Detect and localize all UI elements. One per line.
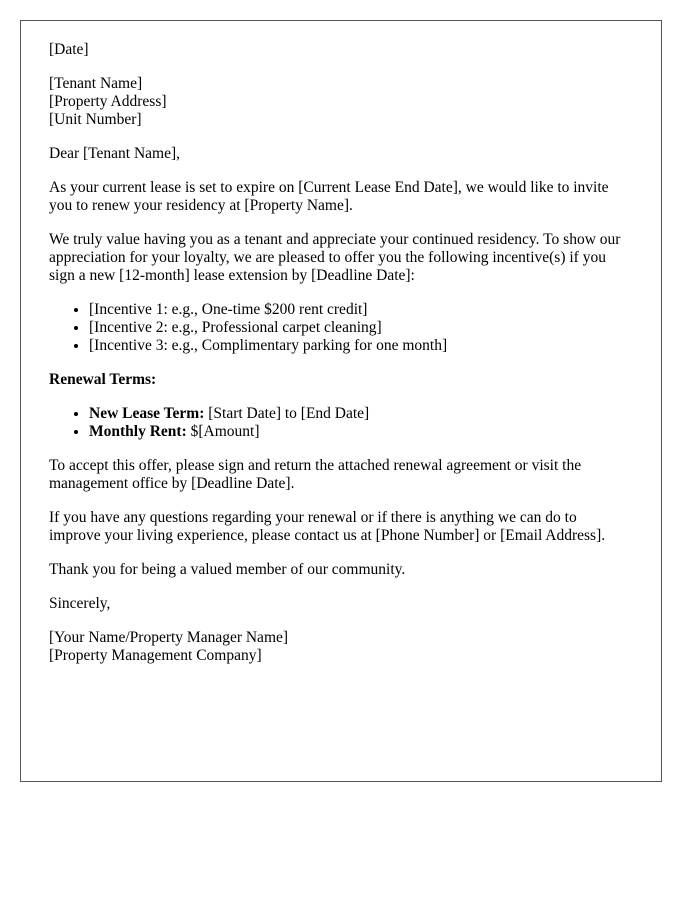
list-item [89,405,632,423]
term-label: New Lease Term: [89,405,205,422]
signature [49,629,632,665]
renewal-terms-list [49,405,632,441]
incentive-list [49,301,632,355]
term-value: $[Amount] [186,423,260,440]
term-value: [Start Date] to [End Date] [204,405,370,422]
tenant-name: [Tenant Name] [49,75,143,92]
list-item [89,423,632,441]
signer-name: [Your Name/Property Manager Name] [49,629,289,646]
paragraph-questions: If you have any questions regarding your renewal or if there is anything we can do to improve your living experience, please contact us at [Phone Number] or [Email Address]. [49,509,606,544]
term-label: Monthly Rent: [89,423,187,440]
salutation: Dear [Tenant Name], [49,145,181,162]
list-item: • [Incentive 2: e.g., Professional carpet cleaning] [89,319,632,337]
paragraph-thanks: Thank you for being a valued member of our community. [49,561,406,578]
list-item: • [Incentive 3: e.g., Complimentary parking for one month] [89,337,632,355]
paragraph-accept: To accept this offer, please sign and return the attached renewal agreement or visit the management office by [Deadline Date]. [49,457,582,492]
recipient-address [49,75,632,129]
list-item: • [Incentive 1: e.g., One-time $200 rent credit] [89,301,632,319]
letter [20,20,662,782]
closing: Sincerely, [49,595,111,612]
unit-number: [Unit Number] [49,111,142,128]
date: [Date] [49,41,89,58]
signer-company: [Property Management Company] [49,647,262,664]
property-address: [Property Address] [49,93,167,110]
renewal-terms-heading: Renewal Terms: [49,371,157,388]
paragraph-incentive: We truly value having you as a tenant and appreciate your continued residency. To show our appreciation for your loyalty, we are pleased to offer you the following incentive(s) if you sign a new [12-month] lease extension by [Deadline Date]: [49,231,621,284]
paragraph-intro: As your current lease is set to expire on [Current Lease End Date], we would like to invite you to renew your residency at [Property Name]. [49,179,609,214]
